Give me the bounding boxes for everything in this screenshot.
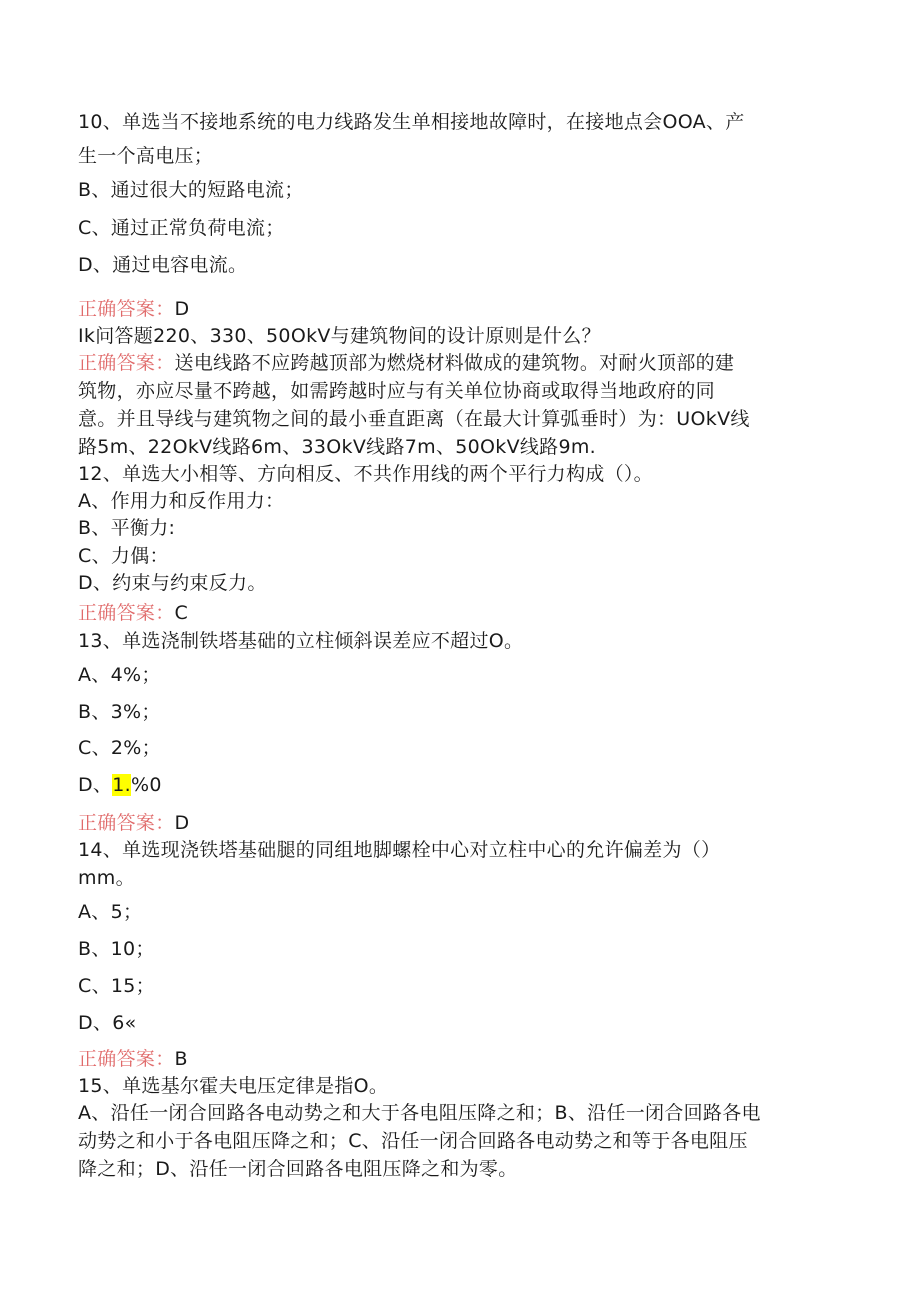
q11-answer-line5: 路5m、22OkV线路6m、33OkV线路7m、50OkV线路9m.: [78, 436, 597, 458]
q15-options-line2: 动势之和小于各电阻压降之和；C、沿任一闭合回路各电动势之和等于各电阻压: [78, 1130, 748, 1152]
option-suffix: %0: [130, 774, 162, 796]
answer-label: 正确答案：: [78, 298, 175, 320]
answer-label: 正确答案：: [78, 1048, 175, 1070]
answer-value: B: [174, 1048, 188, 1070]
answer-label: 正确答案：: [78, 352, 175, 374]
answer-value: D: [174, 298, 190, 320]
answer-text: 送电线路不应跨越顶部为燃烧材料做成的建筑物。对耐火顶部的建: [174, 352, 735, 374]
answer-label: 正确答案：: [78, 812, 175, 834]
q10-option-b: B、通过很大的短路电流；: [78, 179, 304, 201]
q14-option-d: D、6«: [78, 1012, 137, 1034]
q14-option-c: C、15；: [78, 975, 155, 997]
q13-option-d: [78, 773, 162, 797]
q10-option-c: C、通过正常负荷电流；: [78, 217, 285, 239]
q11-answer-line4: 意。并且导线与建筑物之间的最小垂直距离（在最大计算弧垂时）为：UOkV线: [78, 408, 750, 430]
q13-option-c: C、2%；: [78, 737, 161, 759]
q13-option-a: A、4%；: [78, 664, 161, 686]
q14-stem-line1: 14、单选现浇铁塔基础腿的同组地脚螺栓中心对立柱中心的允许偏差为（）: [78, 839, 721, 861]
q14-option-b: B、10；: [78, 938, 155, 960]
q10-stem-line1: 10、单选当不接地系统的电力线路发生单相接地故障时，在接地点会OOA、产: [78, 111, 745, 133]
q10-answer: [78, 297, 189, 321]
q14-answer: [78, 1047, 188, 1071]
q11-answer: [78, 351, 734, 375]
q13-option-b: B、3%；: [78, 701, 161, 723]
answer-value: C: [174, 602, 189, 624]
q11-answer-line3: 筑物，亦应尽量不跨越，如需跨越时应与有关单位协商或取得当地政府的同: [78, 380, 715, 402]
highlighted-text: 1.: [112, 774, 131, 796]
q12-option-c: C、力偶：: [78, 545, 169, 567]
q14-stem-line2: mm。: [78, 867, 135, 889]
answer-label: 正确答案：: [78, 602, 175, 624]
q12-option-d: D、约束与约束反力。: [78, 572, 267, 594]
q15-options-line1: A、沿任一闭合回路各电动势之和大于各电阻压降之和；B、沿任一闭合回路各电: [78, 1102, 761, 1124]
q10-stem-line2: 生一个高电压；: [78, 145, 214, 167]
answer-value: D: [174, 812, 190, 834]
q10-option-d: D、通过电容电流。: [78, 254, 248, 276]
q13-answer: [78, 811, 189, 835]
q12-option-b: B、平衡力:: [78, 517, 176, 539]
q11-stem: Ik问答题220、330、50OkV与建筑物间的设计原则是什么？: [78, 325, 601, 347]
option-prefix: D、: [78, 774, 113, 796]
q14-option-a: A、5；: [78, 901, 143, 923]
q12-option-a: A、作用力和反作用力：: [78, 490, 285, 512]
q12-answer: [78, 601, 188, 625]
q12-stem: 12、单选大小相等、方向相反、不共作用线的两个平行力构成（）。: [78, 463, 653, 485]
q15-stem: 15、单选基尔霍夫电压定律是指O。: [78, 1075, 389, 1097]
q15-options-line3: 降之和；D、沿任一闭合回路各电阻压降之和为零。: [78, 1158, 518, 1180]
q13-stem: 13、单选浇制铁塔基础的立柱倾斜误差应不超过O。: [78, 630, 524, 652]
